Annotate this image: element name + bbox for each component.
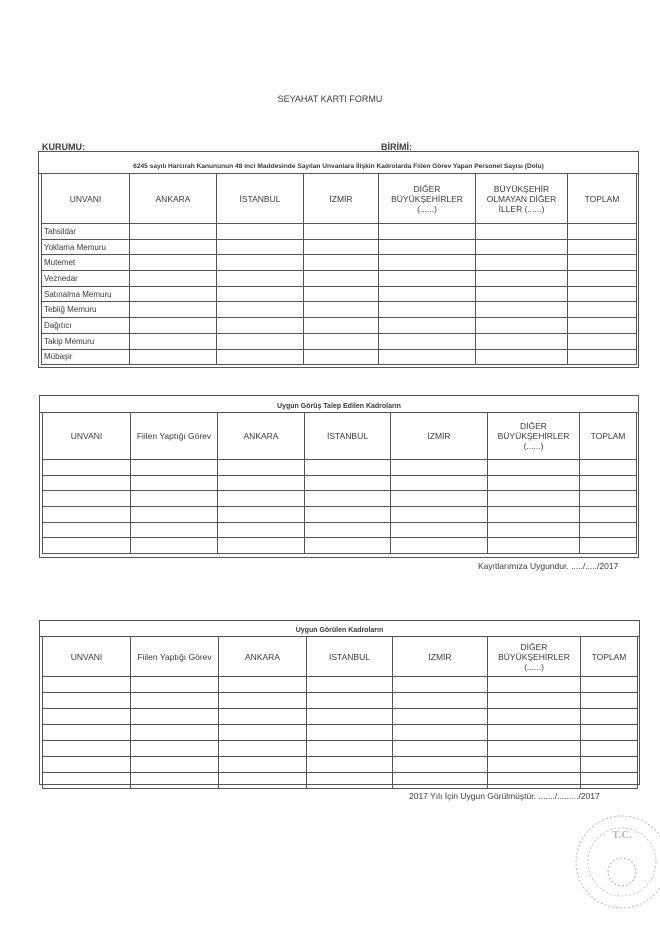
table-cell[interactable] — [130, 286, 217, 302]
table-cell[interactable] — [581, 725, 638, 741]
table-cell[interactable] — [43, 491, 131, 507]
table-cell[interactable] — [476, 239, 568, 255]
table-cell[interactable] — [393, 741, 488, 757]
table-cell[interactable] — [379, 271, 476, 287]
table-cell[interactable] — [391, 507, 488, 523]
table-cell[interactable] — [43, 460, 131, 476]
table-cell[interactable] — [476, 302, 568, 318]
table-cell[interactable] — [217, 286, 304, 302]
table-cell[interactable] — [476, 271, 568, 287]
t1-row-label: Satınalma Memuru — [42, 286, 130, 302]
table-cell[interactable] — [43, 773, 131, 789]
t1-row-label: Mübaşir — [42, 349, 130, 365]
table-cell[interactable] — [580, 538, 637, 554]
table-cell[interactable] — [43, 709, 131, 725]
table-cell[interactable] — [391, 460, 488, 476]
table-cell[interactable] — [305, 507, 391, 523]
t1-header-diger-buyuksehirler: DİĞER BÜYÜKŞEHİRLER (......) — [379, 174, 476, 224]
table-cell[interactable] — [393, 773, 488, 789]
table-cell[interactable] — [217, 271, 304, 287]
t1-header-unvani: UNVANI — [42, 174, 130, 224]
table-cell[interactable] — [131, 460, 218, 476]
table-cell[interactable] — [305, 538, 391, 554]
t1-header-ankara: ANKARA — [130, 174, 217, 224]
table-cell[interactable] — [391, 475, 488, 491]
t1-row-label: Veznedar — [42, 271, 130, 287]
table-cell[interactable] — [218, 475, 305, 491]
table-cell[interactable] — [391, 491, 488, 507]
table-cell[interactable] — [307, 757, 393, 773]
table-cell[interactable] — [581, 757, 638, 773]
table-cell[interactable] — [379, 302, 476, 318]
table-cell[interactable] — [131, 507, 218, 523]
table-cell[interactable] — [217, 333, 304, 349]
t3-header-izmir: İZMİR — [393, 637, 488, 677]
table-cell[interactable] — [488, 773, 581, 789]
table-cell[interactable] — [305, 475, 391, 491]
table-cell[interactable] — [568, 286, 637, 302]
table-cell[interactable] — [219, 773, 307, 789]
t1-row-label: Dağıtıcı — [42, 318, 130, 334]
table-cell[interactable] — [43, 741, 131, 757]
table-cell[interactable] — [307, 693, 393, 709]
t2-header-ankara: ANKARA — [218, 413, 305, 460]
t1-row-label: Yoklama Memuru — [42, 239, 130, 255]
table-cell[interactable] — [218, 491, 305, 507]
table-cell[interactable] — [488, 741, 581, 757]
table-cell[interactable] — [217, 349, 304, 365]
table-cell[interactable] — [219, 693, 307, 709]
table-cell[interactable] — [218, 507, 305, 523]
table-cell[interactable] — [580, 491, 637, 507]
table-cell[interactable] — [568, 255, 637, 271]
table-cell[interactable] — [393, 725, 488, 741]
table-cell[interactable] — [391, 522, 488, 538]
table-cell[interactable] — [581, 741, 638, 757]
table3-caption: Uygun Görülen Kadroların — [40, 626, 639, 637]
table-cell[interactable] — [130, 224, 217, 240]
t2-header-istanbul: İSTANBUL — [305, 413, 391, 460]
table2 — [42, 412, 637, 554]
table-cell[interactable] — [379, 318, 476, 334]
table-cell[interactable] — [581, 693, 638, 709]
table-cell[interactable] — [393, 757, 488, 773]
table-cell[interactable] — [304, 302, 379, 318]
table-cell[interactable] — [379, 239, 476, 255]
table-cell[interactable] — [131, 709, 219, 725]
table-cell[interactable] — [307, 725, 393, 741]
table-cell[interactable] — [43, 507, 131, 523]
table-cell[interactable] — [581, 709, 638, 725]
t2-header-diger-buyuksehirler: DİĞER BÜYÜKŞEHİRLER (......) — [488, 413, 580, 460]
table-cell[interactable] — [379, 349, 476, 365]
table-cell[interactable] — [43, 538, 131, 554]
table-cell[interactable] — [568, 224, 637, 240]
table-cell[interactable] — [580, 522, 637, 538]
t1-row-label: Tebliğ Memuru — [42, 302, 130, 318]
table-cell[interactable] — [131, 725, 219, 741]
official-seal-icon — [560, 800, 660, 910]
table-cell[interactable] — [476, 286, 568, 302]
t3-header-ankara: ANKARA — [219, 637, 307, 677]
table-cell[interactable] — [488, 491, 580, 507]
table-cell[interactable] — [304, 349, 379, 365]
table-cell[interactable] — [488, 709, 581, 725]
table1 — [41, 173, 637, 365]
table-cell[interactable] — [393, 709, 488, 725]
table-cell[interactable] — [568, 318, 637, 334]
table-cell[interactable] — [43, 677, 131, 693]
table-cell[interactable] — [130, 302, 217, 318]
seal-text: T.C. — [612, 829, 632, 841]
t3-header-istanbul: İSTANBUL — [307, 637, 393, 677]
table-cell[interactable] — [131, 773, 219, 789]
table-cell[interactable] — [393, 693, 488, 709]
table2-note: Kayıtlarımıza Uygundur. ...../...../2017 — [478, 561, 619, 571]
table-cell[interactable] — [218, 460, 305, 476]
table-cell[interactable] — [43, 757, 131, 773]
table-cell[interactable] — [304, 333, 379, 349]
table-cell[interactable] — [130, 271, 217, 287]
birimi-label: BİRİMİ: — [381, 142, 412, 152]
table3 — [42, 636, 638, 789]
table-cell[interactable] — [393, 677, 488, 693]
table-cell[interactable] — [307, 741, 393, 757]
table-cell[interactable] — [391, 538, 488, 554]
table-cell[interactable] — [43, 475, 131, 491]
table-cell[interactable] — [304, 286, 379, 302]
table-cell[interactable] — [488, 460, 580, 476]
table-cell[interactable] — [131, 741, 219, 757]
table-cell[interactable] — [476, 224, 568, 240]
table-cell[interactable] — [43, 725, 131, 741]
table-cell[interactable] — [307, 773, 393, 789]
table-cell[interactable] — [580, 507, 637, 523]
table-cell[interactable] — [218, 538, 305, 554]
table-cell[interactable] — [130, 333, 217, 349]
table-cell[interactable] — [488, 538, 580, 554]
form-title: SEYAHAT KARTI FORMU — [277, 94, 383, 104]
table-cell[interactable] — [131, 693, 219, 709]
table2-caption: Uygun Görüş Talep Edilen Kadroların — [40, 402, 638, 413]
t1-header-toplam: TOPLAM — [568, 174, 637, 224]
t2-header-fiilen-gorev: Fiilen Yaptığı Görev — [131, 413, 218, 460]
table-cell[interactable] — [130, 318, 217, 334]
table-cell[interactable] — [131, 538, 218, 554]
t3-header-toplam: TOPLAM — [581, 637, 638, 677]
table-cell[interactable] — [219, 741, 307, 757]
table-cell[interactable] — [131, 522, 218, 538]
t2-header-unvani: UNVANI — [43, 413, 131, 460]
table-cell[interactable] — [305, 522, 391, 538]
table-cell[interactable] — [218, 522, 305, 538]
t3-header-diger-buyuksehirler: DİĞER BÜYÜKŞEHİRLER (......) — [488, 637, 581, 677]
t1-row-label: Mutemet — [42, 255, 130, 271]
table-cell[interactable] — [307, 677, 393, 693]
table-cell[interactable] — [488, 677, 581, 693]
table-cell[interactable] — [568, 333, 637, 349]
table-cell[interactable] — [217, 239, 304, 255]
table-cell[interactable] — [43, 522, 131, 538]
table-cell[interactable] — [476, 255, 568, 271]
table-cell[interactable] — [580, 460, 637, 476]
table-cell[interactable] — [379, 224, 476, 240]
table-cell[interactable] — [379, 333, 476, 349]
t1-header-buyuksehir-olmayan: BÜYÜKŞEHİR OLMAYAN DİĞER İLLER (......) — [476, 174, 568, 224]
table-cell[interactable] — [568, 349, 637, 365]
t2-header-izmir: İZMİR — [391, 413, 488, 460]
table-cell[interactable] — [219, 677, 307, 693]
table-cell[interactable] — [304, 239, 379, 255]
table3-note: 2017 Yılı İçin Uygun Görülmüştür. ......./........./2017 — [409, 791, 600, 801]
kurumu-label: KURUMU: — [42, 142, 85, 152]
table-cell[interactable] — [304, 271, 379, 287]
table-cell[interactable] — [488, 475, 580, 491]
table-cell[interactable] — [488, 725, 581, 741]
table-cell[interactable] — [305, 460, 391, 476]
table-cell[interactable] — [305, 491, 391, 507]
table-cell[interactable] — [131, 475, 218, 491]
table-cell[interactable] — [379, 286, 476, 302]
table-cell[interactable] — [217, 224, 304, 240]
t1-header-izmir: İZMİR — [304, 174, 379, 224]
table-cell[interactable] — [568, 302, 637, 318]
table-cell[interactable] — [219, 709, 307, 725]
table-cell[interactable] — [304, 318, 379, 334]
table-cell[interactable] — [131, 491, 218, 507]
table-cell[interactable] — [476, 333, 568, 349]
table-cell[interactable] — [488, 522, 580, 538]
table-cell[interactable] — [581, 773, 638, 789]
table-cell[interactable] — [304, 224, 379, 240]
table-cell[interactable] — [379, 255, 476, 271]
t1-row-label: Takip Memuru — [42, 333, 130, 349]
table-cell[interactable] — [476, 349, 568, 365]
table-cell[interactable] — [217, 302, 304, 318]
table-cell[interactable] — [131, 677, 219, 693]
table-cell[interactable] — [219, 725, 307, 741]
table-cell[interactable] — [217, 255, 304, 271]
table-cell[interactable] — [488, 693, 581, 709]
table-cell[interactable] — [568, 239, 637, 255]
table-cell[interactable] — [476, 318, 568, 334]
table-cell[interactable] — [581, 677, 638, 693]
t2-header-toplam: TOPLAM — [580, 413, 637, 460]
table-cell[interactable] — [580, 475, 637, 491]
table-cell[interactable] — [304, 255, 379, 271]
table-cell[interactable] — [130, 349, 217, 365]
table-cell[interactable] — [568, 271, 637, 287]
table-cell[interactable] — [130, 239, 217, 255]
table-cell[interactable] — [217, 318, 304, 334]
t1-header-istanbul: İSTANBUL — [217, 174, 304, 224]
table-cell[interactable] — [488, 507, 580, 523]
table-cell[interactable] — [488, 757, 581, 773]
t3-header-fiilen-gorev: Fiilen Yaptığı Görev — [131, 637, 219, 677]
table-cell[interactable] — [219, 757, 307, 773]
table-cell[interactable] — [130, 255, 217, 271]
table-cell[interactable] — [131, 757, 219, 773]
table-cell[interactable] — [307, 709, 393, 725]
table1-caption: 6245 sayılı Harcırah Kanununun 48 inci Maddesinde Sayılan Unvanlara İlişkin Kadrolarda Fiilen Görev Yapan Personel Sayısı (Dolu) — [39, 161, 638, 174]
t1-row-label: Tahsildar — [42, 224, 130, 240]
table-cell[interactable] — [43, 693, 131, 709]
t3-header-unvani: UNVANI — [43, 637, 131, 677]
